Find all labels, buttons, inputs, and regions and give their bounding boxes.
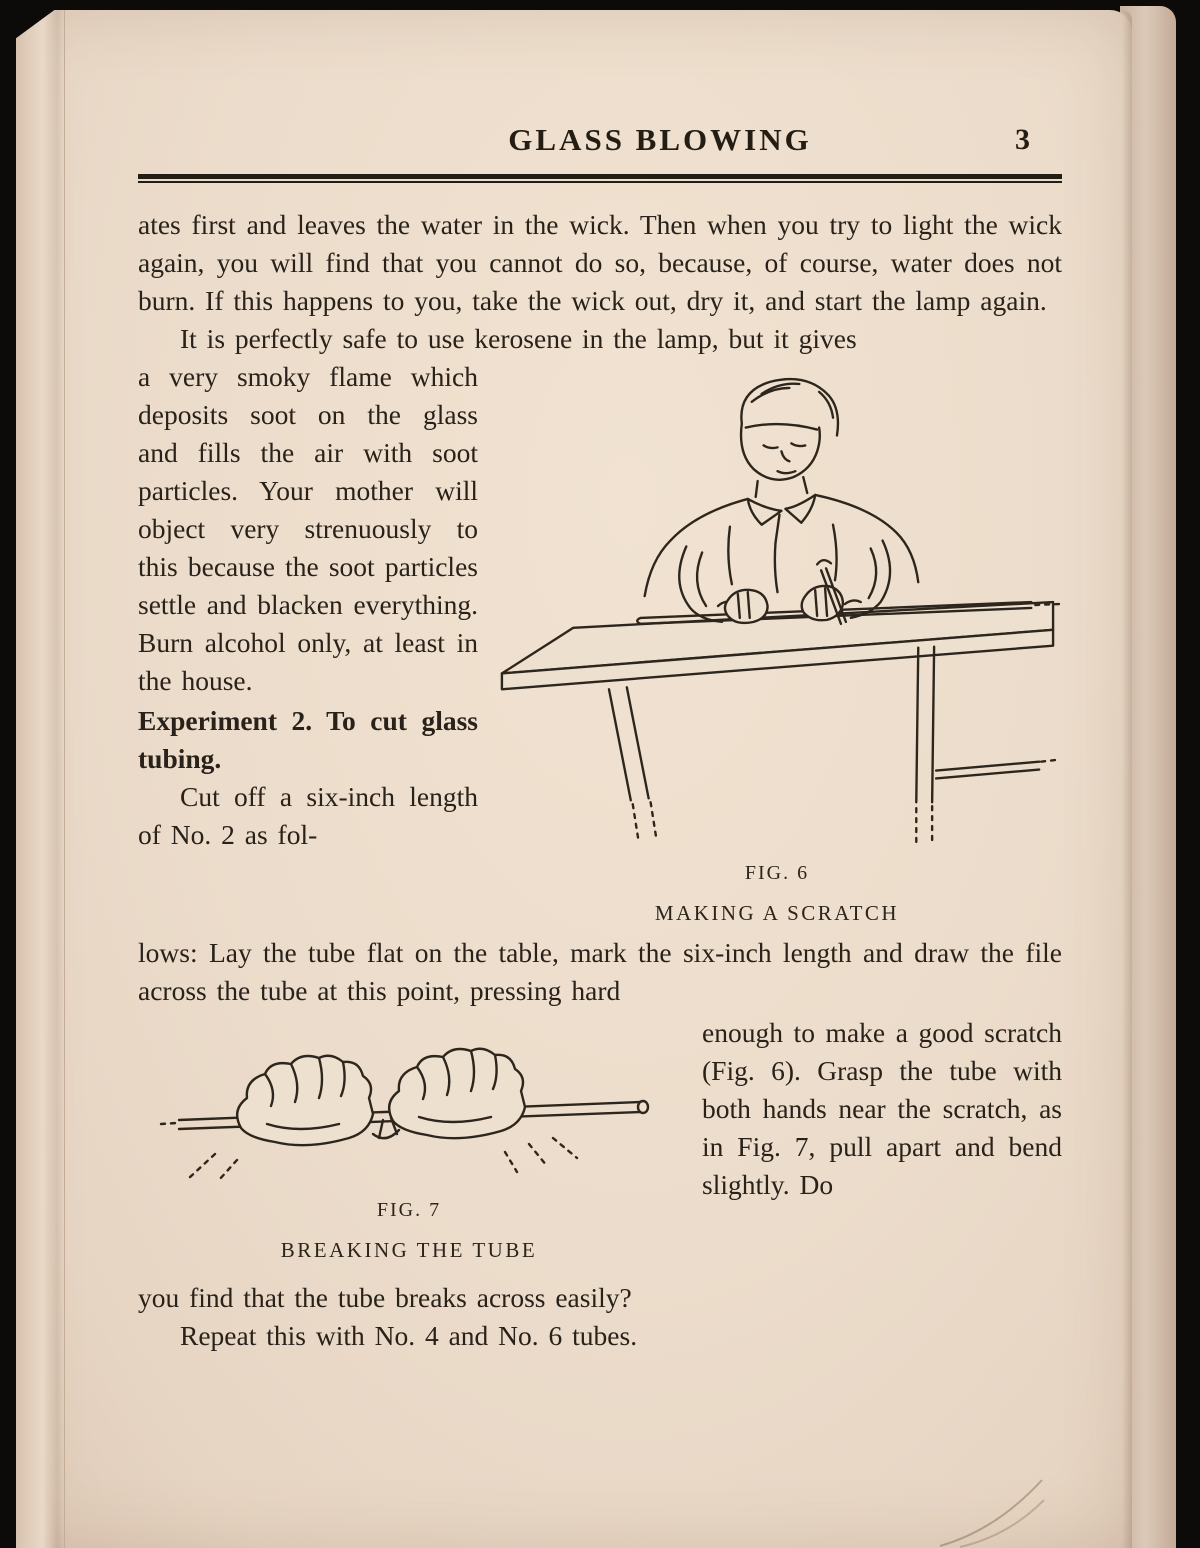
book-page [16,10,1132,1548]
figure-6-title: MAKING A SCRATCH [654,901,900,925]
page-header [138,122,1062,166]
figure-6 [478,358,1062,932]
text-and-figure6-row [138,358,1062,932]
page-content [138,10,1062,1355]
paragraph-kerosene-first-line: It is perfectly safe to use kerosene in the lamp, but it gives [180,323,857,354]
figure-7-label: FIG. 7 [376,1199,442,1221]
boy-at-table-illustration [492,358,1062,854]
page-corner-curl [936,1478,1046,1548]
figure-7 [138,1014,680,1269]
page-title: GLASS BLOWING [508,122,812,157]
paragraph-grasp-the-tube: enough to make a good scratch (Fig. 6). Grasp the tube with both hands near the scratch, as in Fig. 7, pull apart and bend slightly. Do [702,1017,1062,1200]
left-text-column [138,358,478,854]
scan-top-edge [0,0,1200,9]
scan-corner-top-left [0,0,68,50]
hands-breaking-tube-illustration [149,1026,669,1191]
figure7-and-text-row [138,1014,1062,1269]
right-text-column [680,1014,1062,1204]
paragraph-lay-the-tube: lows: Lay the tube flat on the table, mark the six-inch length and draw the file across the tube at this point, pressing hard [138,937,1062,1006]
figure-7-caption [138,1191,680,1269]
experiment-2-heading: Experiment 2. To cut glass tubing. [138,705,478,774]
paragraph-smoky-flame: a very smoky flame which deposits soot on the glass and fills the air with soot particles. Your mother will object very strenuously to this because the soot particles settle and blacken everything. Burn alcohol only, at least in the house. [138,361,478,696]
paragraph-repeat: Repeat this with No. 4 and No. 6 tubes. [180,1320,638,1351]
figure-6-caption [492,854,1062,932]
paragraph-breaks-easily: you find that the tube breaks across easily? [138,1282,632,1313]
paragraph-cut-off: Cut off a six-inch length of No. 2 as fol- [138,781,478,850]
paragraph-continued-from-previous-page: ates first and leaves the water in the wick. Then when you try to light the wick again, you will find that you cannot do so, because, of course, water does not burn. If this happens to you, take the wick out, dry it, and start the lamp again. [138,209,1062,316]
figure-6-label: FIG. 6 [744,862,810,884]
header-double-rule [138,174,1062,182]
figure-7-title: BREAKING THE TUBE [280,1238,538,1262]
body-text [138,206,1062,1355]
page-number: 3 [1015,123,1030,156]
